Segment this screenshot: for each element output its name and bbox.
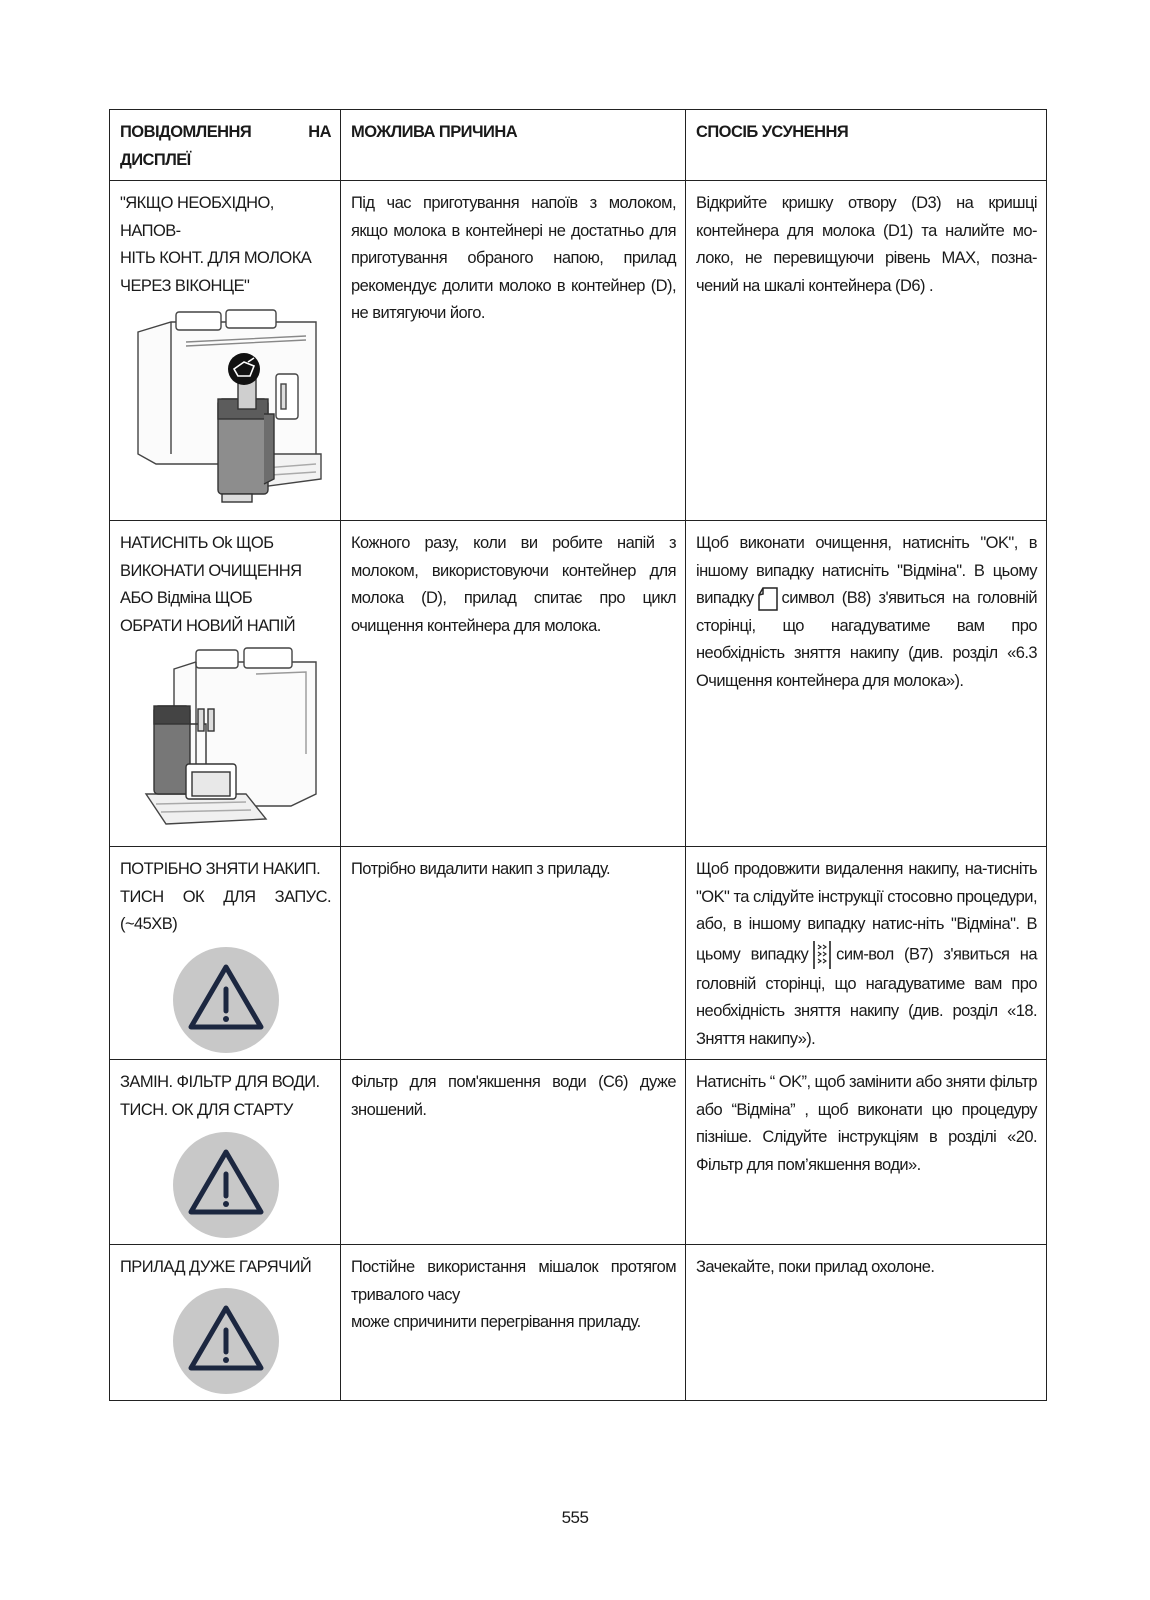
cause-line: може спричинити перегрівання приладу.	[351, 1313, 641, 1331]
warning-icon	[173, 1288, 279, 1394]
message-line: ЗАМІН. ФІЛЬТР ДЛЯ ВОДИ.	[120, 1073, 320, 1091]
table-row	[110, 181, 1047, 521]
cause-cell: Кожного разу, коли ви робите напій з молоком, використовуючи контейнер для молока (D), прилад спитає про цикл очищення контейнера для молока.	[341, 521, 686, 847]
header-message-part1: ПОВІДОМЛЕННЯ	[120, 123, 252, 141]
cause-cell: Потрібно видалити накип з приладу.	[341, 847, 686, 1060]
solution-text-after: сим-вол (B7) з'явиться на головній сторінці, що нагадуватиме вам про необхідність зняття накипу (див. розділ «18. Зняття накипу»).	[696, 944, 1037, 1048]
troubleshooting-table	[109, 109, 1047, 1401]
header-cause: МОЖЛИВА ПРИЧИНА	[341, 110, 686, 181]
message-line: АБО Відміна ЩОБ	[120, 589, 253, 607]
milk-clean-reminder-icon	[757, 586, 779, 612]
solution-text-before: Щоб продовжити видалення накипу, на-тисніть "OK" та слідуйте інструкції стосовно процедури, або, в іншому випадку натис-ніть "Відміна". В цьому випадку	[696, 860, 1037, 963]
message-line: "ЯКЩО НЕОБХІДНО, НАПОВ-	[120, 194, 274, 240]
message-line: ВИКОНАТИ ОЧИЩЕННЯ	[120, 561, 302, 580]
header-message-part2: НА	[308, 123, 331, 141]
solution-text-after: символ (B8) з'явиться на головній сторінці, що нагадуватиме вам про необхідність зняття накипу (див. розділ «6.3 Очищення контейнера для молока»).	[696, 589, 1037, 690]
message-line: ТИСН. ОК ДЛЯ СТАРТУ	[120, 1100, 293, 1119]
coffee-machine-milk-fill-icon	[126, 304, 326, 514]
table-row	[110, 847, 1047, 1060]
message-line: НАТИСНІТЬ Ok ЩОБ	[120, 534, 274, 552]
solution-cell: Натисніть “ OK”, щоб замінити або зняти фільтр або “Відміна” , щоб виконати цю процедуру пізніше. Слідуйте інструкціям в розділі «20. Фільтр для пом’якшення води».	[686, 1060, 1047, 1245]
table-row	[110, 1060, 1047, 1245]
solution-cell	[686, 521, 1047, 847]
message-line: ЧЕРЕЗ ВІКОНЦЕ"	[120, 276, 250, 295]
solution-cell	[686, 847, 1047, 1060]
table-header-row	[110, 110, 1047, 181]
message-line: ПРИЛАД ДУЖЕ ГАРЯЧИЙ	[120, 1258, 312, 1276]
message-cell	[110, 1245, 341, 1401]
descale-reminder-icon	[811, 939, 833, 971]
message-line: ТИСН ОК ДЛЯ ЗАПУС.	[120, 887, 331, 906]
header-message	[110, 110, 341, 181]
message-line: ОБРАТИ НОВИЙ НАПІЙ	[120, 616, 296, 635]
warning-icon	[173, 947, 279, 1053]
cause-line: Постійне використання мішалок протягом тривалого часу	[351, 1258, 676, 1304]
solution-text-before: Щоб виконати очищення, натисніть "OK", в іншому випадку натисніть "Відміна". В цьому випадку	[696, 534, 1037, 607]
coffee-machine-milk-container-icon	[126, 644, 326, 834]
message-cell	[110, 521, 341, 847]
cause-cell	[341, 1245, 686, 1401]
message-cell	[110, 181, 341, 521]
solution-cell: Відкрийте кришку отвору (D3) на кришці контейнера для молока (D1) та налийте мо-локо, не перевищуючи рівень MAX, позна-чений на шкалі контейнера (D6) .	[686, 181, 1047, 521]
page-number: 555	[561, 1508, 589, 1527]
header-message-part3: ДИСПЛЕЇ	[120, 150, 191, 169]
header-solution: СПОСІБ УСУНЕННЯ	[686, 110, 1047, 181]
warning-icon	[173, 1132, 279, 1238]
message-cell	[110, 847, 341, 1060]
message-line: НІТЬ КОНТ. ДЛЯ МОЛОКА	[120, 249, 312, 267]
table-row	[110, 1245, 1047, 1401]
table-row	[110, 521, 1047, 847]
cause-cell: Фільтр для пом'якшення води (C6) дуже зношений.	[341, 1060, 686, 1245]
cause-cell: Під час приготування напоїв з молоком, якщо молока в контейнері не достатньо для приготування обраного напою, прилад рекомендує долити молоко в контейнер (D), не витягуючи його.	[341, 181, 686, 521]
solution-cell: Зачекайте, поки прилад охолоне.	[686, 1245, 1047, 1401]
message-line: (~45ХВ)	[120, 915, 178, 933]
message-line: ПОТРІБНО ЗНЯТИ НАКИП.	[120, 860, 321, 878]
message-cell	[110, 1060, 341, 1245]
